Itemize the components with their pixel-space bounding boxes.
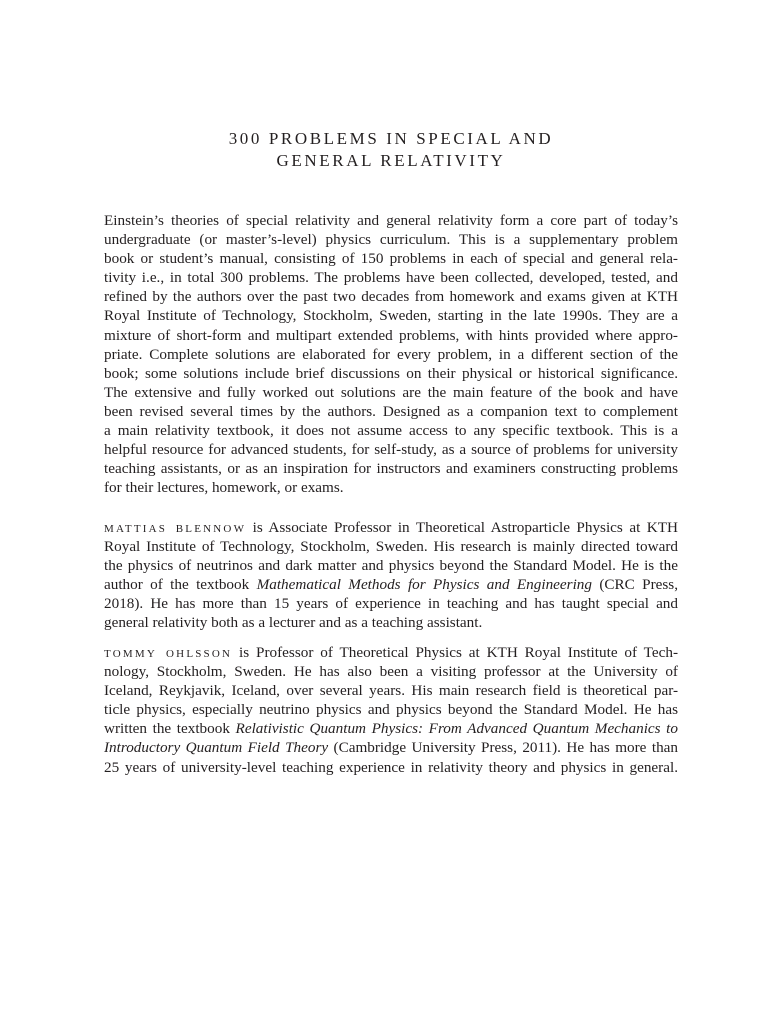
book-title bbox=[0, 128, 768, 171]
abstract-line: been revised several times by the authors. Designed as a companion text to complement bbox=[104, 402, 678, 420]
bio-line: 25 years of university-level teaching experience in relativity theory and physics in general. bbox=[104, 758, 678, 776]
title-line-2: GENERAL RELATIVITY bbox=[276, 150, 506, 170]
bio-text: author of the textbook bbox=[104, 576, 257, 594]
bio-line: ticle physics, especially neutrino physics and physics beyond the Standard Model. He has bbox=[104, 701, 678, 719]
abstract-line: book; some solutions include brief discussions on their physical or historical significance. bbox=[104, 364, 678, 382]
abstract-line: teaching assistants, or as an inspiration for instructors and examiners constructing problems bbox=[104, 460, 678, 478]
book-reference: Mathematical Methods for Physics and Engineering bbox=[256, 576, 592, 594]
abstract-line: priate. Complete solutions are elaborated for every problem, in a different section of the bbox=[104, 345, 678, 363]
abstract-line: tivity i.e., in total 300 problems. The problems have been collected, developed, tested, and bbox=[104, 269, 678, 287]
bio-line: Royal Institute of Technology, Stockholm, Sweden. His research is mainly directed toward bbox=[104, 538, 678, 556]
abstract-line: for their lectures, homework, or exams. bbox=[104, 479, 344, 497]
bio-line bbox=[104, 738, 678, 757]
abstract-line: The extensive and fully worked out solutions are the main feature of the book and have bbox=[104, 383, 678, 401]
title-line-1: 300 PROBLEMS IN SPECIAL AND bbox=[228, 129, 554, 148]
abstract-line: mixture of short-form and multipart extended problems, with hints provided where appro- bbox=[104, 326, 678, 344]
bio-line bbox=[104, 518, 678, 537]
author-bio-ohlsson bbox=[104, 643, 678, 777]
bio-text: written the textbook bbox=[104, 720, 236, 738]
author-bio-blennow bbox=[104, 518, 678, 633]
bio-text: (CRC Press, bbox=[591, 576, 679, 594]
bio-text: is Associate Professor in Theoretical Astroparticle Physics at KTH bbox=[246, 519, 678, 536]
bio-line: the physics of neutrinos and dark matter and physics beyond the Standard Model. He is the bbox=[104, 557, 678, 575]
abstract-line: book or student’s manual, consisting of 150 problems in each of special and general rela- bbox=[104, 250, 678, 268]
book-reference: Introductory Quantum Field Theory bbox=[104, 739, 329, 757]
abstract-line: helpful resource for advanced students, for self-study, as a source of problems for university bbox=[104, 441, 678, 459]
bio-line: 2018). He has more than 15 years of experience in teaching and has taught special and bbox=[104, 595, 678, 613]
book-abstract bbox=[104, 211, 678, 497]
bio-line: nology, Stockholm, Sweden. He has also been a visiting professor at the University of bbox=[104, 663, 678, 681]
bio-line bbox=[104, 575, 678, 594]
abstract-line: Royal Institute of Technology, Stockholm, Sweden, starting in the late 1990s. They are a bbox=[104, 307, 678, 325]
abstract-line: refined by the authors over the past two decades from homework and exams given at KTH bbox=[104, 288, 678, 306]
book-reference: Relativistic Quantum Physics: From Advanced Quantum Mechanics to bbox=[235, 720, 678, 738]
abstract-line: undergraduate (or master’s-level) physics curriculum. This is a supplementary problem bbox=[104, 231, 678, 249]
bio-text: (Cambridge University Press, 2011). He has more than bbox=[328, 739, 678, 757]
author-name: tommy ohlsson bbox=[104, 644, 233, 661]
bio-line: general relativity both as a lecturer and as a teaching assistant. bbox=[104, 614, 483, 632]
abstract-line: Einstein’s theories of special relativity and general relativity form a core part of today’s bbox=[104, 212, 678, 229]
bio-line bbox=[104, 719, 678, 738]
bio-line bbox=[104, 643, 678, 662]
bio-line: Iceland, Reykjavik, Iceland, over several years. His main research field is theoretical par- bbox=[104, 682, 678, 700]
author-name: mattias blennow bbox=[104, 519, 247, 536]
abstract-line: a main relativity textbook, it does not assume access to any specific textbook. This is a bbox=[104, 422, 678, 440]
bio-text: is Professor of Theoretical Physics at KTH Royal Institute of Tech- bbox=[232, 644, 678, 661]
